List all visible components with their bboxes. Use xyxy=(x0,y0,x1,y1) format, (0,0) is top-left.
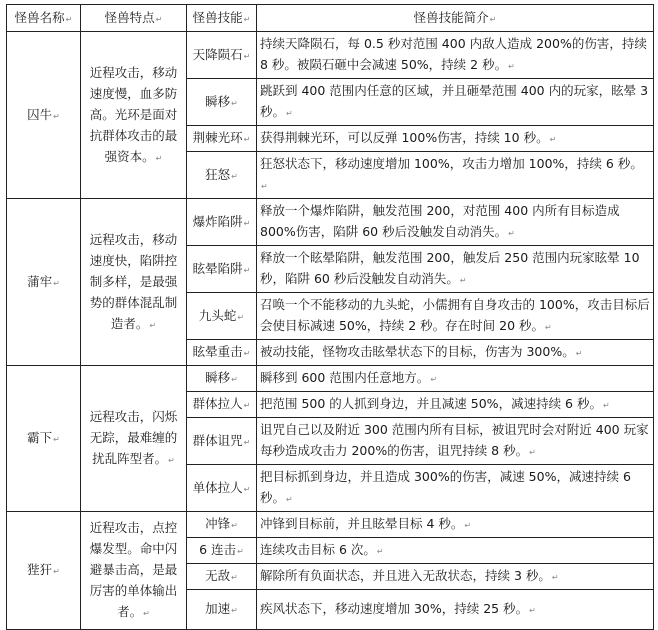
monster-table xyxy=(6,4,654,630)
skill-name-cell: 荆棘光环↵ xyxy=(187,126,257,152)
skill-desc-cell: 诅咒自己以及附近 300 范围内所有目标，被诅咒时会对附近 400 玩家每秒造成攻击力 200%的伤害，诅咒持续 8 秒。↵ xyxy=(257,418,654,465)
skill-desc-cell: 跳跃到 400 范围内任意的区域，并且砸晕范围 400 内的玩家，眩晕 3 秒。↵ xyxy=(257,79,654,126)
skill-name-cell: 九头蛇↵ xyxy=(187,293,257,340)
skill-name-cell: 冲锋↵ xyxy=(187,512,257,538)
skill-name-cell: 瞬移↵ xyxy=(187,366,257,392)
skill-desc-cell: 疾风状态下，移动速度增加 30%，持续 25 秒。↵ xyxy=(257,590,654,630)
skill-desc-cell: 瞬移到 600 范围内任意地方。↵ xyxy=(257,366,654,392)
skill-name-cell: 瞬移↵ xyxy=(187,79,257,126)
monster-name-cell: 蒲牢↵ xyxy=(7,199,81,366)
skill-name-cell: 加速↵ xyxy=(187,590,257,630)
header-row xyxy=(7,5,654,32)
table-row xyxy=(7,366,654,392)
skill-name-cell: 眩晕陷阱↵ xyxy=(187,246,257,293)
monster-feature-cell: 近程攻击，点控爆发型。命中闪避暴击高，是最厉害的单体输出者。↵ xyxy=(81,512,187,630)
table-row xyxy=(7,512,654,538)
table-row xyxy=(7,32,654,79)
skill-name-cell: 6 连击↵ xyxy=(187,538,257,564)
skill-desc-cell: 冲锋到目标前，并且眩晕目标 4 秒。↵ xyxy=(257,512,654,538)
skill-desc-cell: 把目标抓到身边，并且造成 300%的伤害，减速 50%，减速持续 6 秒。↵ xyxy=(257,465,654,512)
header-skill-description: 怪兽技能简介↵ xyxy=(257,5,654,32)
skill-name-cell: 无敌↵ xyxy=(187,564,257,590)
skill-name-cell: 眩晕重击↵ xyxy=(187,340,257,366)
monster-feature-cell: 远程攻击，闪烁无踪，最难缠的扰乱阵型者。↵ xyxy=(81,366,187,512)
monster-name-cell: 霸下↵ xyxy=(7,366,81,512)
skill-desc-cell: 解除所有负面状态，并且进入无敌状态，持续 3 秒。↵ xyxy=(257,564,654,590)
skill-desc-cell: 狂怒状态下，移动速度增加 100%，攻击力增加 100%，持续 6 秒。↵ xyxy=(257,152,654,199)
skill-name-cell: 单体拉人↵ xyxy=(187,465,257,512)
page xyxy=(6,4,654,630)
skill-name-cell: 天降陨石↵ xyxy=(187,32,257,79)
skill-desc-cell: 持续天降陨石，每 0.5 秒对范围 400 内敌人造成 200%的伤害，持续 8 秒。被陨石砸中会减速 50%，持续 2 秒。↵ xyxy=(257,32,654,79)
skill-desc-cell: 连续攻击目标 6 次。↵ xyxy=(257,538,654,564)
table-row xyxy=(7,199,654,246)
skill-desc-cell: 释放一个眩晕陷阱，触发范围 200，触发后 250 范围内玩家眩晕 10 秒，陷阱 60 秒后没触发自动消失。↵ xyxy=(257,246,654,293)
skill-name-cell: 群体拉人↵ xyxy=(187,392,257,418)
skill-name-cell: 爆炸陷阱↵ xyxy=(187,199,257,246)
header-monster-name: 怪兽名称↵ xyxy=(7,5,81,32)
skill-desc-cell: 被动技能，怪物攻击眩晕状态下的目标，伤害为 300%。↵ xyxy=(257,340,654,366)
monster-feature-cell: 远程攻击，移动速度快，陷阱控制多样，是最强势的群体混乱制造者。↵ xyxy=(81,199,187,366)
skill-name-cell: 群体诅咒↵ xyxy=(187,418,257,465)
header-monster-feature: 怪兽特点↵ xyxy=(81,5,187,32)
skill-desc-cell: 召唤一个不能移动的九头蛇，小儒拥有自身攻击的 100%，攻击目标后会使目标减速 50%，持续 2 秒。存在时间 20 秒。↵ xyxy=(257,293,654,340)
skill-desc-cell: 把范围 500 的人抓到身边，并且减速 50%，减速持续 6 秒。↵ xyxy=(257,392,654,418)
header-monster-skill: 怪兽技能↵ xyxy=(187,5,257,32)
skill-name-cell: 狂怒↵ xyxy=(187,152,257,199)
monster-feature-cell: 近程攻击，移动速度慢，血多防高。光环是面对抗群体攻击的最强资本。↵ xyxy=(81,32,187,199)
monster-name-cell: 狴犴↵ xyxy=(7,512,81,630)
skill-desc-cell: 获得荆棘光环，可以反弹 100%伤害，持续 10 秒。↵ xyxy=(257,126,654,152)
monster-name-cell: 囚牛↵ xyxy=(7,32,81,199)
skill-desc-cell: 释放一个爆炸陷阱，触发范围 200，对范围 400 内所有目标造成 800%伤害，陷阱 60 秒后没触发自动消失。↵ xyxy=(257,199,654,246)
